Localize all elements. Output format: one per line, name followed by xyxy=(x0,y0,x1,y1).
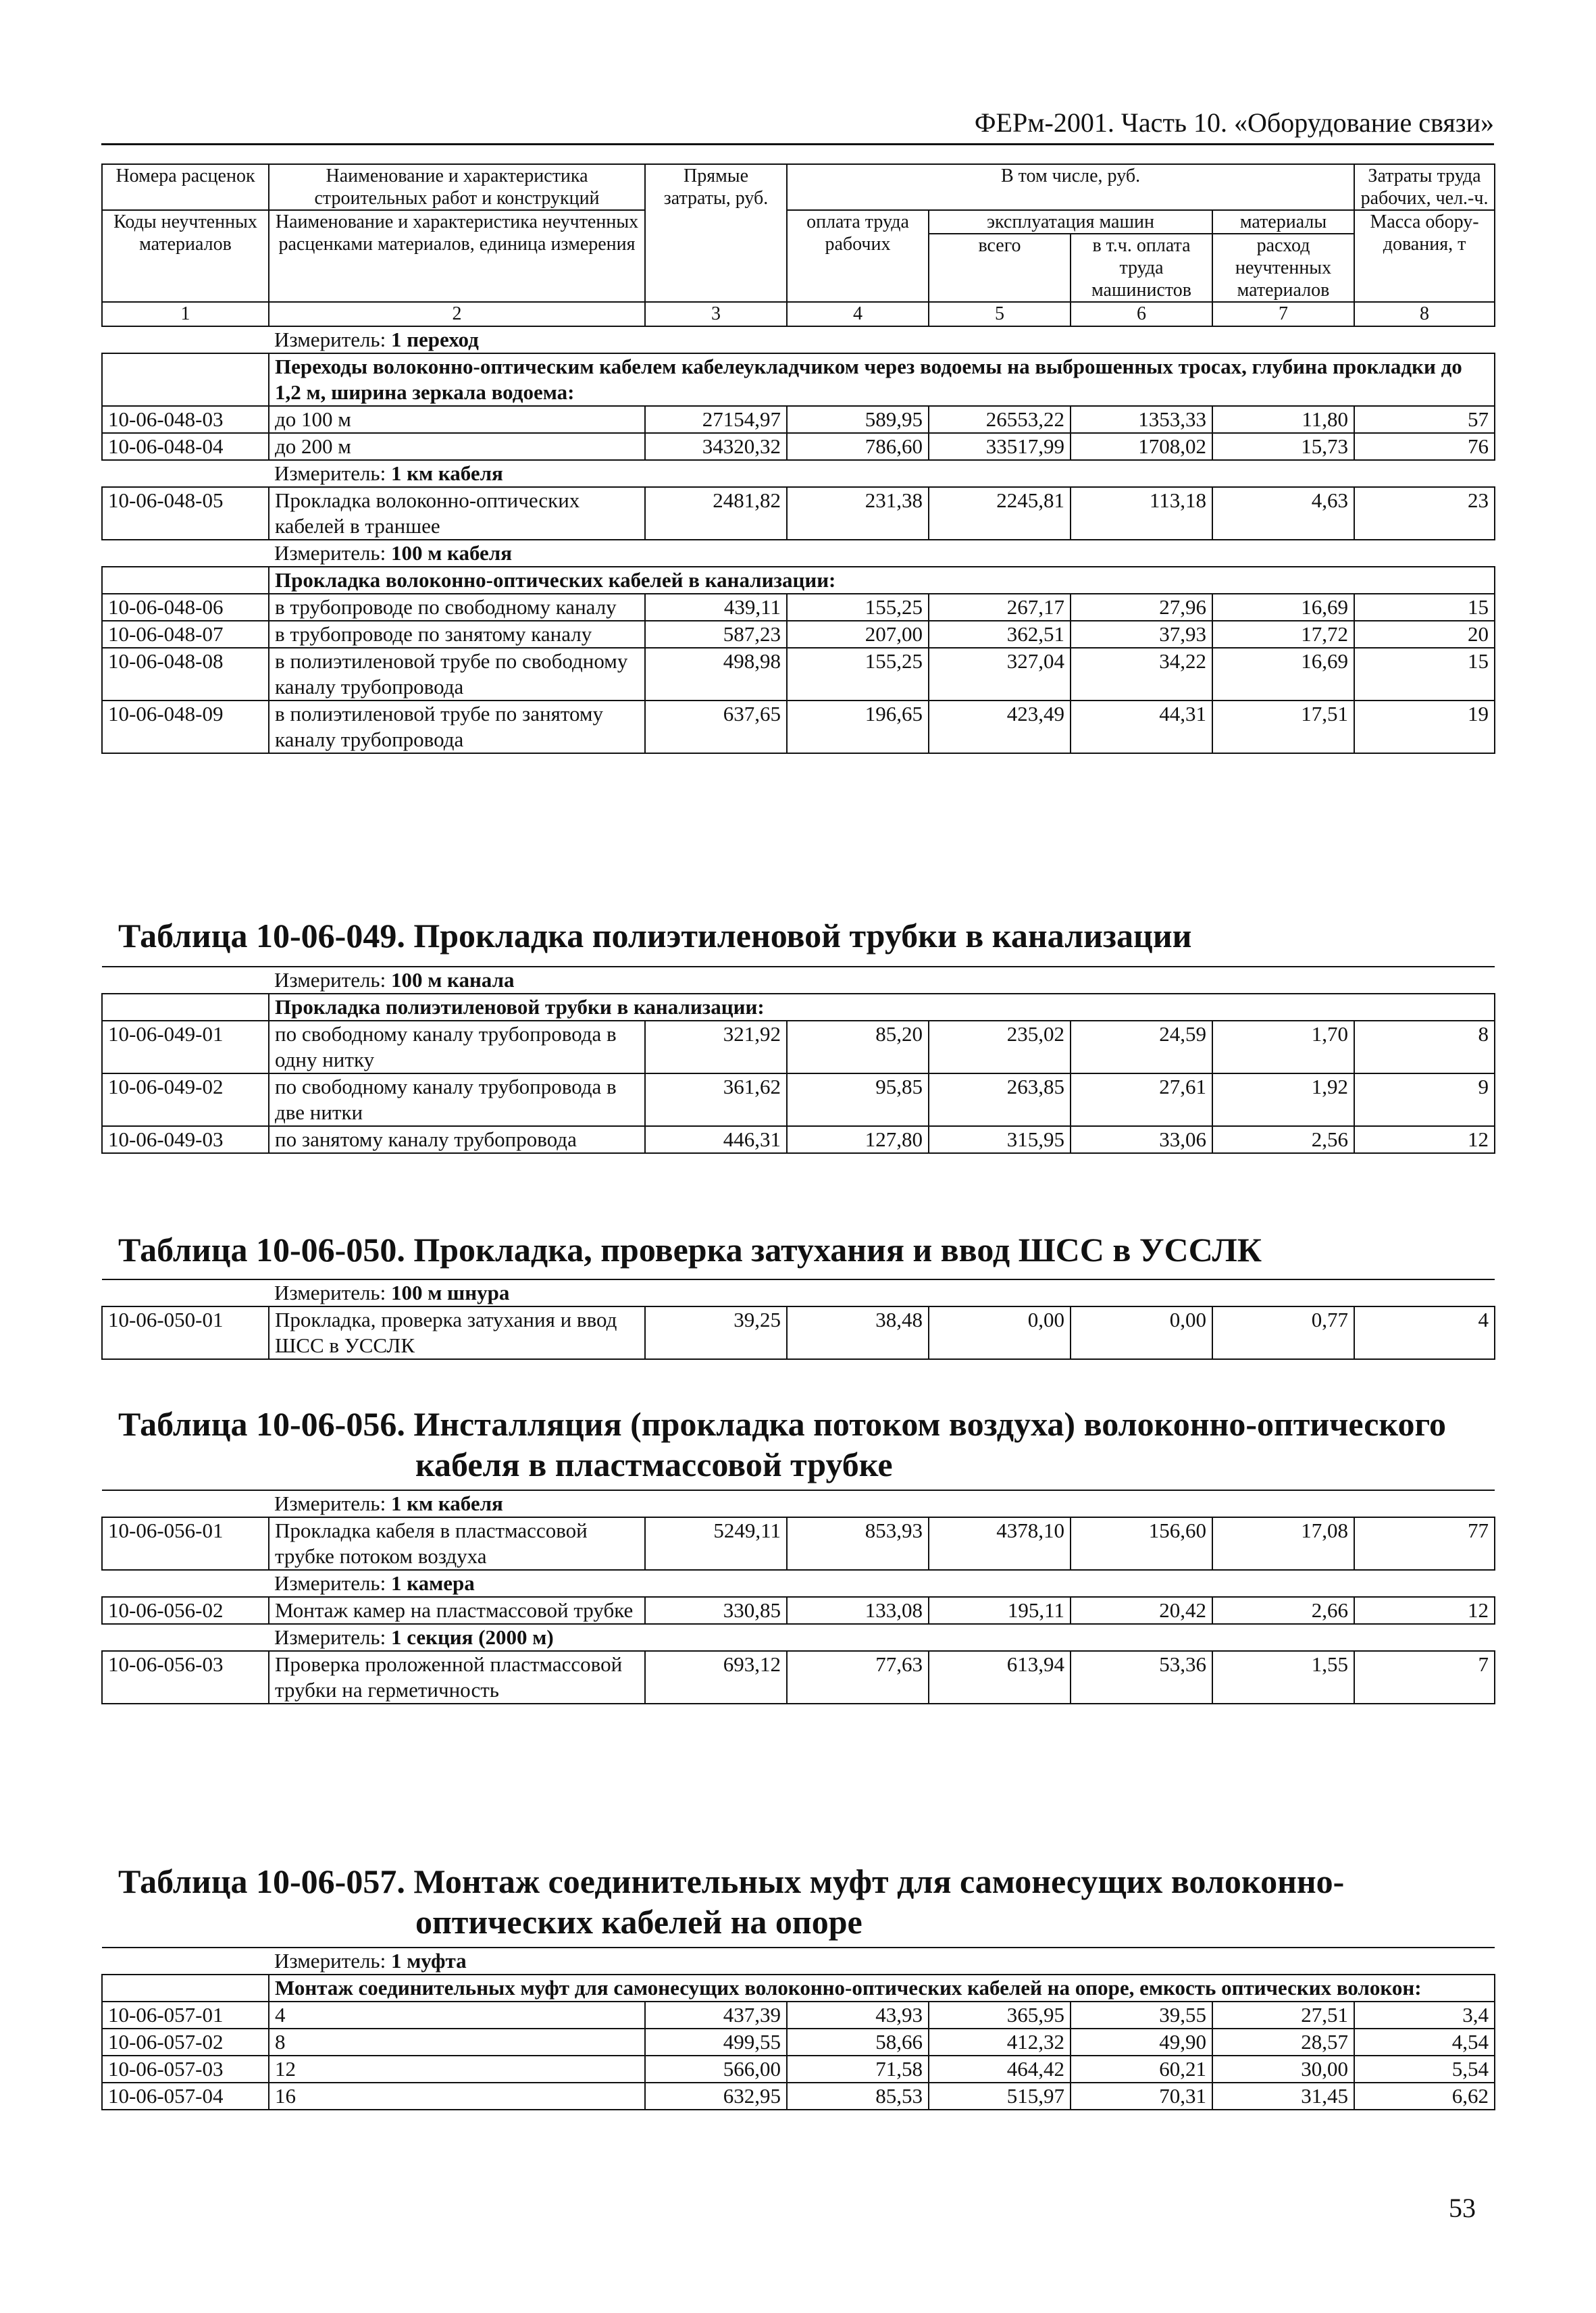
materials-cost: 17,51 xyxy=(1212,701,1354,753)
worker-pay: 133,08 xyxy=(787,1597,929,1624)
worker-pay: 786,60 xyxy=(787,433,929,460)
labor-hours: 7 xyxy=(1354,1651,1495,1704)
fiber-count: 12 xyxy=(269,2056,645,2083)
rates-table-057 xyxy=(101,1947,1495,2110)
machines-total: 464,42 xyxy=(929,2056,1071,2083)
col-header-direct-costs: Прямые затраты, руб. xyxy=(645,164,787,302)
operator-pay: 24,59 xyxy=(1071,1021,1212,1073)
worker-pay: 127,80 xyxy=(787,1126,929,1153)
measure-value: 1 км кабеля xyxy=(390,1492,503,1515)
rates-table-048 xyxy=(101,163,1495,754)
operator-pay: 49,90 xyxy=(1071,2029,1212,2056)
labor-hours: 77 xyxy=(1354,1517,1495,1570)
work-name: в полиэтиленовой трубе по свободному каналу трубопровода xyxy=(269,648,645,701)
fiber-count: 8 xyxy=(269,2029,645,2056)
labor-hours: 15 xyxy=(1354,648,1495,701)
rate-code: 10-06-048-08 xyxy=(102,648,269,701)
page-number: 53 xyxy=(1449,2193,1476,2223)
operator-pay: 27,96 xyxy=(1071,594,1212,621)
machines-total: 263,85 xyxy=(929,1073,1071,1126)
worker-pay: 38,48 xyxy=(787,1306,929,1359)
direct-costs: 637,65 xyxy=(645,701,787,753)
materials-cost: 16,69 xyxy=(1212,594,1354,621)
direct-costs: 566,00 xyxy=(645,2056,787,2083)
measure-value: 100 м кабеля xyxy=(390,541,512,565)
operator-pay: 53,36 xyxy=(1071,1651,1212,1704)
measure-label: Измеритель: xyxy=(274,461,386,485)
col-number: 6 xyxy=(1071,302,1212,326)
materials-cost: 28,57 xyxy=(1212,2029,1354,2056)
table-row xyxy=(102,2056,1495,2083)
section-title: Переходы волоконно-оптическим кабелем кабелеукладчиком через водоемы на выброшенных тросах, глубина прокладки до 1,2 м, ширина зеркала водоема: xyxy=(269,353,1495,406)
direct-costs: 5249,11 xyxy=(645,1517,787,1570)
materials-cost: 1,92 xyxy=(1212,1073,1354,1126)
direct-costs: 34320,32 xyxy=(645,433,787,460)
rate-code: 10-06-056-03 xyxy=(102,1651,269,1704)
rate-code: 10-06-049-01 xyxy=(102,1021,269,1073)
section-title-row xyxy=(102,567,1495,594)
direct-costs: 498,98 xyxy=(645,648,787,701)
measure-value: 1 км кабеля xyxy=(390,461,503,485)
col-header-including: В том числе, руб. xyxy=(787,164,1354,210)
materials-cost: 17,08 xyxy=(1212,1517,1354,1570)
rate-code: 10-06-049-03 xyxy=(102,1126,269,1153)
operator-pay: 0,00 xyxy=(1071,1306,1212,1359)
operator-pay: 60,21 xyxy=(1071,2056,1212,2083)
machines-total: 26553,22 xyxy=(929,406,1071,433)
section-title: Прокладка волоконно-оптических кабелей в канализации: xyxy=(269,567,1495,594)
table-row xyxy=(102,1073,1495,1126)
materials-cost: 30,00 xyxy=(1212,2056,1354,2083)
materials-cost: 31,45 xyxy=(1212,2083,1354,2110)
work-name: по свободному каналу трубопровода в две нитки xyxy=(269,1073,645,1126)
work-name: Прокладка, проверка затухания и ввод ШСС в УССЛК xyxy=(269,1306,645,1359)
work-name: Прокладка кабеля в пластмассовой трубке потоком воздуха xyxy=(269,1517,645,1570)
machines-total: 0,00 xyxy=(929,1306,1071,1359)
labor-hours: 19 xyxy=(1354,701,1495,753)
table-title-line: кабеля в пластмассовой трубке xyxy=(415,1446,893,1483)
machines-total: 195,11 xyxy=(929,1597,1071,1624)
direct-costs: 330,85 xyxy=(645,1597,787,1624)
direct-costs: 361,62 xyxy=(645,1073,787,1126)
measure-row xyxy=(102,1570,1495,1597)
table-row xyxy=(102,648,1495,701)
materials-cost: 1,55 xyxy=(1212,1651,1354,1704)
materials-cost: 2,56 xyxy=(1212,1126,1354,1153)
measure-label: Измеритель: xyxy=(274,968,386,992)
machines-total: 423,49 xyxy=(929,701,1071,753)
rate-code: 10-06-057-02 xyxy=(102,2029,269,2056)
table-row xyxy=(102,1597,1495,1624)
operator-pay: 27,61 xyxy=(1071,1073,1212,1126)
col-number: 2 xyxy=(269,302,645,326)
direct-costs: 446,31 xyxy=(645,1126,787,1153)
operator-pay: 1708,02 xyxy=(1071,433,1212,460)
labor-hours: 20 xyxy=(1354,621,1495,648)
labor-hours: 4 xyxy=(1354,1306,1495,1359)
rates-table-056 xyxy=(101,1490,1495,1704)
rate-code: 10-06-056-01 xyxy=(102,1517,269,1570)
table-row xyxy=(102,2029,1495,2056)
table-row xyxy=(102,433,1495,460)
work-name: до 100 м xyxy=(269,406,645,433)
fiber-count: 16 xyxy=(269,2083,645,2110)
table-row xyxy=(102,2083,1495,2110)
direct-costs: 693,12 xyxy=(645,1651,787,1704)
measure-value: 100 м канала xyxy=(390,968,515,992)
rate-code: 10-06-048-03 xyxy=(102,406,269,433)
labor-hours: 5,54 xyxy=(1354,2056,1495,2083)
work-name: по свободному каналу трубопровода в одну нитку xyxy=(269,1021,645,1073)
worker-pay: 589,95 xyxy=(787,406,929,433)
machines-total: 4378,10 xyxy=(929,1517,1071,1570)
measure-label: Измеритель: xyxy=(274,1571,386,1595)
work-name: в полиэтиленовой трубе по занятому каналу трубопровода xyxy=(269,701,645,753)
operator-pay: 34,22 xyxy=(1071,648,1212,701)
measure-row xyxy=(102,1948,1495,1975)
measure-row xyxy=(102,460,1495,487)
col-header-machines-total: всего xyxy=(929,234,1071,302)
section-title: Прокладка полиэтиленовой трубки в канализации: xyxy=(269,994,1495,1021)
rate-code: 10-06-048-06 xyxy=(102,594,269,621)
operator-pay: 37,93 xyxy=(1071,621,1212,648)
measure-label: Измеритель: xyxy=(274,541,386,565)
col-header-material-names: Наименование и характеристика неучтенных расценками материалов, единица измерения xyxy=(269,210,645,302)
rate-code: 10-06-057-03 xyxy=(102,2056,269,2083)
labor-hours: 3,4 xyxy=(1354,2002,1495,2029)
direct-costs: 39,25 xyxy=(645,1306,787,1359)
operator-pay: 20,42 xyxy=(1071,1597,1212,1624)
direct-costs: 2481,82 xyxy=(645,487,787,540)
measure-value: 1 муфта xyxy=(390,1949,467,1973)
table-row xyxy=(102,594,1495,621)
table-row xyxy=(102,487,1495,540)
worker-pay: 207,00 xyxy=(787,621,929,648)
rate-code: 10-06-049-02 xyxy=(102,1073,269,1126)
materials-cost: 15,73 xyxy=(1212,433,1354,460)
col-header-rate-number: Номера расценок xyxy=(102,164,269,210)
machines-total: 362,51 xyxy=(929,621,1071,648)
machines-total: 2245,81 xyxy=(929,487,1071,540)
rate-code: 10-06-050-01 xyxy=(102,1306,269,1359)
direct-costs: 27154,97 xyxy=(645,406,787,433)
table-title-049: Таблица 10-06-049. Прокладка полиэтиленовой трубки в канализации xyxy=(118,917,1192,955)
measure-label: Измеритель: xyxy=(274,1281,386,1304)
table-title-line: оптических кабелей на опоре xyxy=(415,1903,863,1941)
labor-hours: 23 xyxy=(1354,487,1495,540)
materials-cost: 27,51 xyxy=(1212,2002,1354,2029)
col-header-materials: материалы xyxy=(1212,210,1354,234)
worker-pay: 43,93 xyxy=(787,2002,929,2029)
worker-pay: 85,53 xyxy=(787,2083,929,2110)
labor-hours: 9 xyxy=(1354,1073,1495,1126)
table-row xyxy=(102,1306,1495,1359)
machines-total: 327,04 xyxy=(929,648,1071,701)
operator-pay: 33,06 xyxy=(1071,1126,1212,1153)
worker-pay: 853,93 xyxy=(787,1517,929,1570)
table-row xyxy=(102,1651,1495,1704)
worker-pay: 77,63 xyxy=(787,1651,929,1704)
table-title-057 xyxy=(118,1861,1496,1942)
col-number: 7 xyxy=(1212,302,1354,326)
work-name: Прокладка волоконно-оптических кабелей в траншее xyxy=(269,487,645,540)
work-name: Проверка проложенной пластмассовой трубки на герметичность xyxy=(269,1651,645,1704)
col-header-labor-hours: Затраты труда рабочих, чел.-ч. xyxy=(1354,164,1495,210)
machines-total: 412,32 xyxy=(929,2029,1071,2056)
running-header: ФЕРм-2001. Часть 10. «Оборудование связи» xyxy=(101,107,1494,145)
operator-pay: 44,31 xyxy=(1071,701,1212,753)
measure-label: Измеритель: xyxy=(274,1492,386,1515)
machines-total: 33517,99 xyxy=(929,433,1071,460)
section-title-row xyxy=(102,1975,1495,2002)
machines-total: 515,97 xyxy=(929,2083,1071,2110)
table-row xyxy=(102,2002,1495,2029)
direct-costs: 321,92 xyxy=(645,1021,787,1073)
measure-value: 100 м шнура xyxy=(390,1281,510,1304)
col-header-worker-pay: оплата труда рабочих xyxy=(787,210,929,302)
work-name: до 200 м xyxy=(269,433,645,460)
measure-row xyxy=(102,967,1495,994)
measure-value: 1 секция (2000 м) xyxy=(390,1625,554,1649)
materials-cost: 0,77 xyxy=(1212,1306,1354,1359)
col-number: 1 xyxy=(102,302,269,326)
worker-pay: 58,66 xyxy=(787,2029,929,2056)
table-row xyxy=(102,1517,1495,1570)
work-name: в трубопроводе по свободному каналу xyxy=(269,594,645,621)
rate-code: 10-06-048-07 xyxy=(102,621,269,648)
col-number: 3 xyxy=(645,302,787,326)
materials-cost: 16,69 xyxy=(1212,648,1354,701)
machines-total: 315,95 xyxy=(929,1126,1071,1153)
direct-costs: 632,95 xyxy=(645,2083,787,2110)
measure-row xyxy=(102,1279,1495,1306)
worker-pay: 196,65 xyxy=(787,701,929,753)
operator-pay: 70,31 xyxy=(1071,2083,1212,2110)
operator-pay: 156,60 xyxy=(1071,1517,1212,1570)
labor-hours: 15 xyxy=(1354,594,1495,621)
section-title: Монтаж соединительных муфт для самонесущих волоконно-оптических кабелей на опоре, емкость оптических волокон: xyxy=(269,1975,1495,2002)
machines-total: 365,95 xyxy=(929,2002,1071,2029)
labor-hours: 4,54 xyxy=(1354,2029,1495,2056)
col-header-material-codes: Коды неучтенных материалов xyxy=(102,210,269,302)
measure-row xyxy=(102,1624,1495,1651)
measure-label: Измеритель: xyxy=(274,1625,386,1649)
col-header-machines: эксплуатация машин xyxy=(929,210,1212,234)
table-title-line: Таблица 10-06-056. Инсталляция (прокладка потоком воздуха) волоконно-оптического xyxy=(118,1405,1447,1443)
work-name: в трубопроводе по занятому каналу xyxy=(269,621,645,648)
measure-row xyxy=(102,326,1495,353)
materials-cost: 1,70 xyxy=(1212,1021,1354,1073)
col-header-unaccounted-materials: расход неучтенных материалов xyxy=(1212,234,1354,302)
rate-code: 10-06-057-01 xyxy=(102,2002,269,2029)
worker-pay: 95,85 xyxy=(787,1073,929,1126)
col-header-equipment-mass: Масса обору-дования, т xyxy=(1354,210,1495,302)
measure-value: 1 переход xyxy=(390,328,479,351)
worker-pay: 71,58 xyxy=(787,2056,929,2083)
work-name: по занятому каналу трубопровода xyxy=(269,1126,645,1153)
measure-row xyxy=(102,540,1495,567)
rate-code: 10-06-048-04 xyxy=(102,433,269,460)
operator-pay: 113,18 xyxy=(1071,487,1212,540)
col-number: 8 xyxy=(1354,302,1495,326)
direct-costs: 437,39 xyxy=(645,2002,787,2029)
direct-costs: 439,11 xyxy=(645,594,787,621)
col-header-operator-pay: в т.ч. оплата труда машинистов xyxy=(1071,234,1212,302)
col-number: 5 xyxy=(929,302,1071,326)
col-header-work-name: Наименование и характеристика строительных работ и конструкций xyxy=(269,164,645,210)
table-row xyxy=(102,1126,1495,1153)
labor-hours: 76 xyxy=(1354,433,1495,460)
operator-pay: 39,55 xyxy=(1071,2002,1212,2029)
machines-total: 613,94 xyxy=(929,1651,1071,1704)
fiber-count: 4 xyxy=(269,2002,645,2029)
rates-table-050 xyxy=(101,1279,1495,1360)
measure-label: Измеритель: xyxy=(274,328,386,351)
table-title-056 xyxy=(118,1404,1496,1485)
table-title-050: Таблица 10-06-050. Прокладка, проверка затухания и ввод ШСС в УССЛК xyxy=(118,1231,1262,1269)
machines-total: 267,17 xyxy=(929,594,1071,621)
table-row xyxy=(102,701,1495,753)
rate-code: 10-06-048-09 xyxy=(102,701,269,753)
materials-cost: 17,72 xyxy=(1212,621,1354,648)
table-row xyxy=(102,1021,1495,1073)
rate-code: 10-06-056-02 xyxy=(102,1597,269,1624)
labor-hours: 6,62 xyxy=(1354,2083,1495,2110)
materials-cost: 4,63 xyxy=(1212,487,1354,540)
materials-cost: 2,66 xyxy=(1212,1597,1354,1624)
materials-cost: 11,80 xyxy=(1212,406,1354,433)
measure-label: Измеритель: xyxy=(274,1949,386,1973)
table-row xyxy=(102,621,1495,648)
direct-costs: 587,23 xyxy=(645,621,787,648)
table-row xyxy=(102,406,1495,433)
measure-value: 1 камера xyxy=(390,1571,475,1595)
labor-hours: 12 xyxy=(1354,1126,1495,1153)
labor-hours: 12 xyxy=(1354,1597,1495,1624)
worker-pay: 155,25 xyxy=(787,648,929,701)
rate-code: 10-06-048-05 xyxy=(102,487,269,540)
section-title-row xyxy=(102,994,1495,1021)
labor-hours: 8 xyxy=(1354,1021,1495,1073)
machines-total: 235,02 xyxy=(929,1021,1071,1073)
worker-pay: 155,25 xyxy=(787,594,929,621)
section-title-row xyxy=(102,353,1495,406)
col-number: 4 xyxy=(787,302,929,326)
direct-costs: 499,55 xyxy=(645,2029,787,2056)
table-title-line: Таблица 10-06-057. Монтаж соединительных муфт для самонесущих волоконно- xyxy=(118,1862,1345,1900)
operator-pay: 1353,33 xyxy=(1071,406,1212,433)
rates-table-049 xyxy=(101,966,1495,1154)
rate-code: 10-06-057-04 xyxy=(102,2083,269,2110)
measure-row xyxy=(102,1490,1495,1517)
work-name: Монтаж камер на пластмассовой трубке xyxy=(269,1597,645,1624)
worker-pay: 231,38 xyxy=(787,487,929,540)
worker-pay: 85,20 xyxy=(787,1021,929,1073)
labor-hours: 57 xyxy=(1354,406,1495,433)
